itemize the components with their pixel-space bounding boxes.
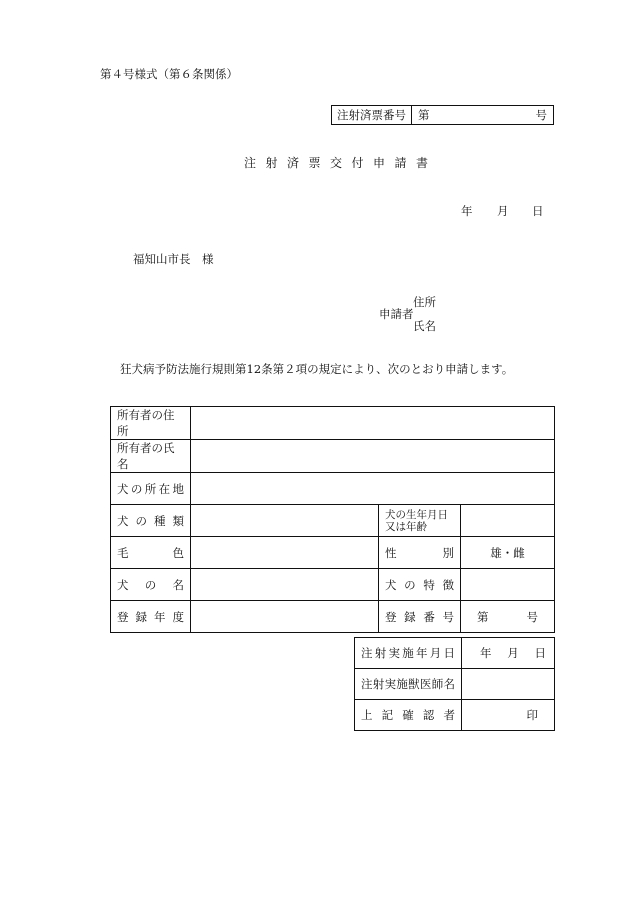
vet-name-label: 注射実施獣医師名 [355,669,462,700]
injection-tag-number-suffix: 号 [535,108,547,122]
registration-number-suffix: 号 [526,609,539,624]
fur-color-field[interactable] [191,537,379,569]
injection-table [354,637,555,731]
fur-color-label: 毛色 [111,537,191,569]
injection-date-field[interactable] [462,638,555,669]
owner-address-field[interactable] [191,407,555,440]
dog-info-table [110,406,555,633]
confirmer-label: 上記確認者 [355,700,462,731]
dog-location-field[interactable] [191,473,555,505]
table-row [111,505,555,537]
injection-tag-number-box [331,105,554,125]
date-year-label: 年 [461,204,473,218]
applicant-name-label: 氏名 [413,319,436,333]
dog-features-field[interactable] [461,569,555,601]
injection-tag-number-prefix: 第 [418,108,430,122]
table-row [111,537,555,569]
injection-date-day: 日 [534,646,546,660]
table-row [111,569,555,601]
dog-location-label: 犬の所在地 [111,473,191,505]
owner-name-field[interactable] [191,440,555,473]
applicant-label: 申請者 [379,307,414,321]
dog-name-field[interactable] [191,569,379,601]
form-reference: 第４号様式（第６条関係） [100,67,238,81]
date-day-label: 日 [532,204,544,218]
table-row [355,700,555,731]
owner-address-label: 所有者の住所 [111,407,191,440]
injection-date-label: 注射実施年月日 [355,638,462,669]
registration-number-field[interactable] [461,601,555,633]
registration-number-label: 登録番号 [379,601,461,633]
table-row [111,407,555,440]
dog-breed-field[interactable] [191,505,379,537]
vet-name-field[interactable] [462,669,555,700]
registration-year-field[interactable] [191,601,379,633]
injection-date-month: 月 [507,646,519,660]
dog-birth-field[interactable] [461,505,555,537]
injection-tag-number-label: 注射済票番号 [332,106,412,124]
registration-number-prefix: 第 [477,609,489,624]
owner-name-label: 所有者の氏名 [111,440,191,473]
dog-features-label: 犬の特徴 [379,569,461,601]
table-row [111,440,555,473]
applicant-address-label: 住所 [413,295,436,309]
date-month-label: 月 [497,204,509,218]
dog-birth-label: 犬の生年月日又は年齢 [379,505,461,537]
sex-label: 性別 [379,537,461,569]
registration-year-label: 登録年度 [111,601,191,633]
dog-name-label: 犬の名 [111,569,191,601]
dog-breed-label: 犬の種類 [111,505,191,537]
application-statement: 狂犬病予防法施行規則第12条第２項の規定により、次のとおり申請します。 [120,362,514,376]
confirmer-seal-field[interactable] [462,700,555,731]
injection-date-year: 年 [480,646,492,660]
table-row [355,638,555,669]
addressee: 福知山市長 様 [133,252,214,266]
sex-options[interactable]: 雄・雌 [461,537,555,569]
table-row [355,669,555,700]
seal-label: 印 [526,708,538,722]
table-row [111,601,555,633]
document-title: 注射済票交付申請書 [244,156,438,170]
table-row [111,473,555,505]
